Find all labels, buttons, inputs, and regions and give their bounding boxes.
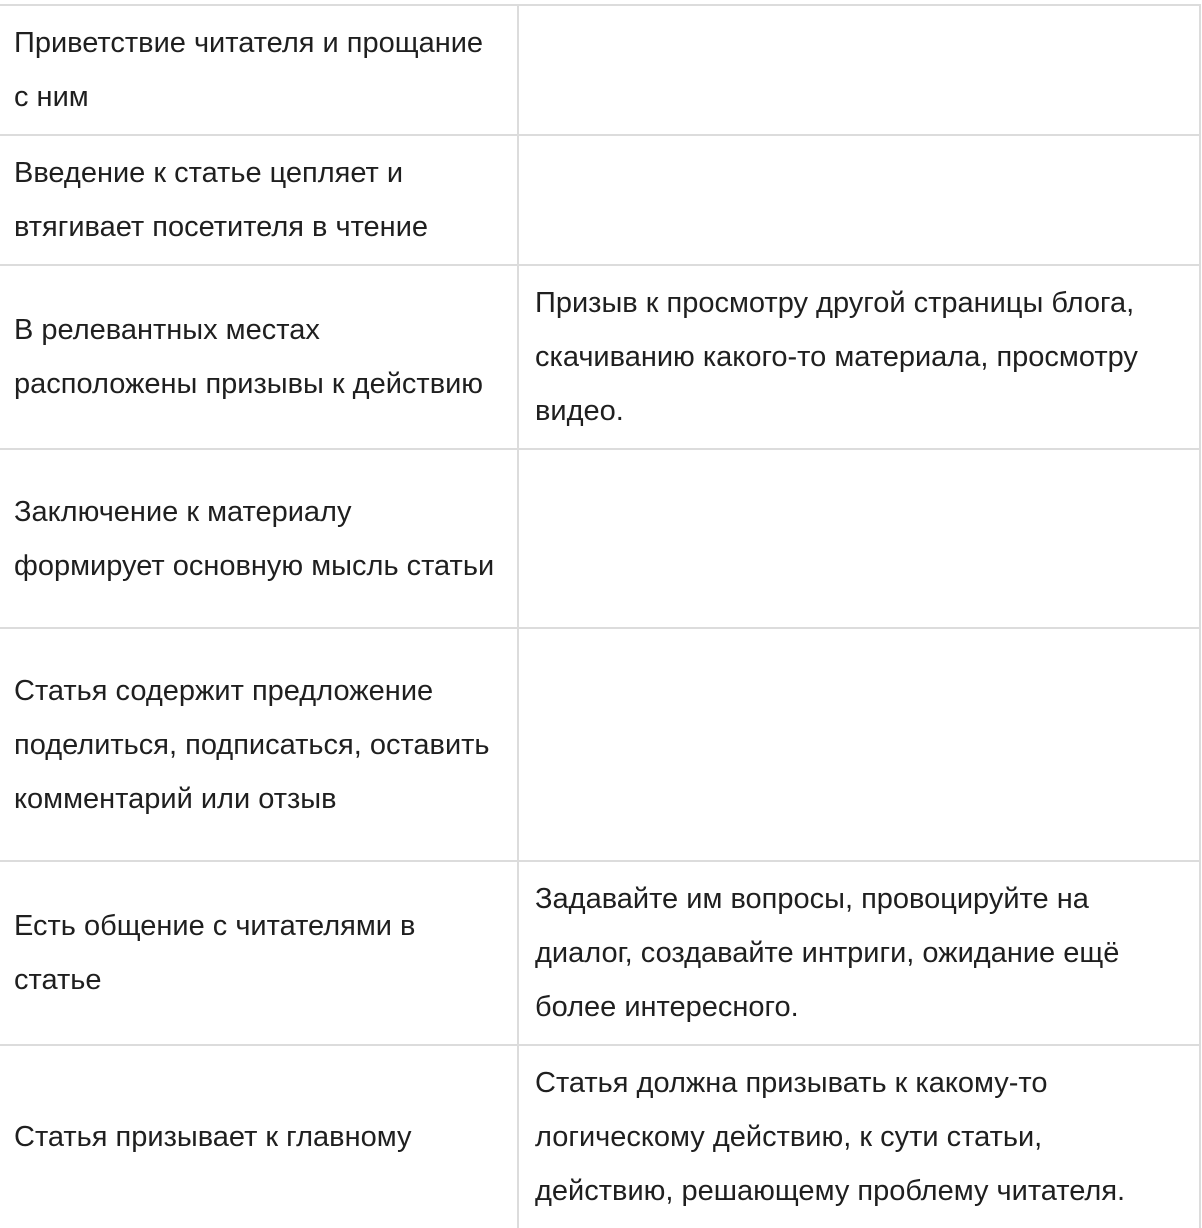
note-cell — [518, 628, 1200, 861]
table-row — [0, 5, 1200, 135]
criterion-cell: Введение к статье цепляет и втягивает посетителя в чтение — [0, 135, 518, 265]
table-row — [0, 449, 1200, 628]
note-cell — [518, 449, 1200, 628]
table-row — [0, 265, 1200, 449]
table-row — [0, 1045, 1200, 1228]
criterion-cell: Статья призывает к главному — [0, 1045, 518, 1228]
table-row — [0, 135, 1200, 265]
table-row — [0, 628, 1200, 861]
criterion-cell: Заключение к материалу формирует основную мысль статьи — [0, 449, 518, 628]
checklist-table — [0, 4, 1201, 1228]
note-cell: Призыв к просмотру другой страницы блога, скачиванию какого-то материала, просмотру видео. — [518, 265, 1200, 449]
criterion-cell: Есть общение с читателями в статье — [0, 861, 518, 1045]
table-row — [0, 861, 1200, 1045]
note-cell: Задавайте им вопросы, провоцируйте на диалог, создавайте интриги, ожидание ещё более интересного. — [518, 861, 1200, 1045]
criterion-cell: В релевантных местах расположены призывы к действию — [0, 265, 518, 449]
criterion-cell: Приветствие читателя и прощание с ним — [0, 5, 518, 135]
note-cell: Статья должна призывать к какому-то логическому действию, к сути статьи, действию, решающему проблему читателя. — [518, 1045, 1200, 1228]
criterion-cell: Статья содержит предложение поделиться, подписаться, оставить комментарий или отзыв — [0, 628, 518, 861]
note-cell — [518, 135, 1200, 265]
note-cell — [518, 5, 1200, 135]
